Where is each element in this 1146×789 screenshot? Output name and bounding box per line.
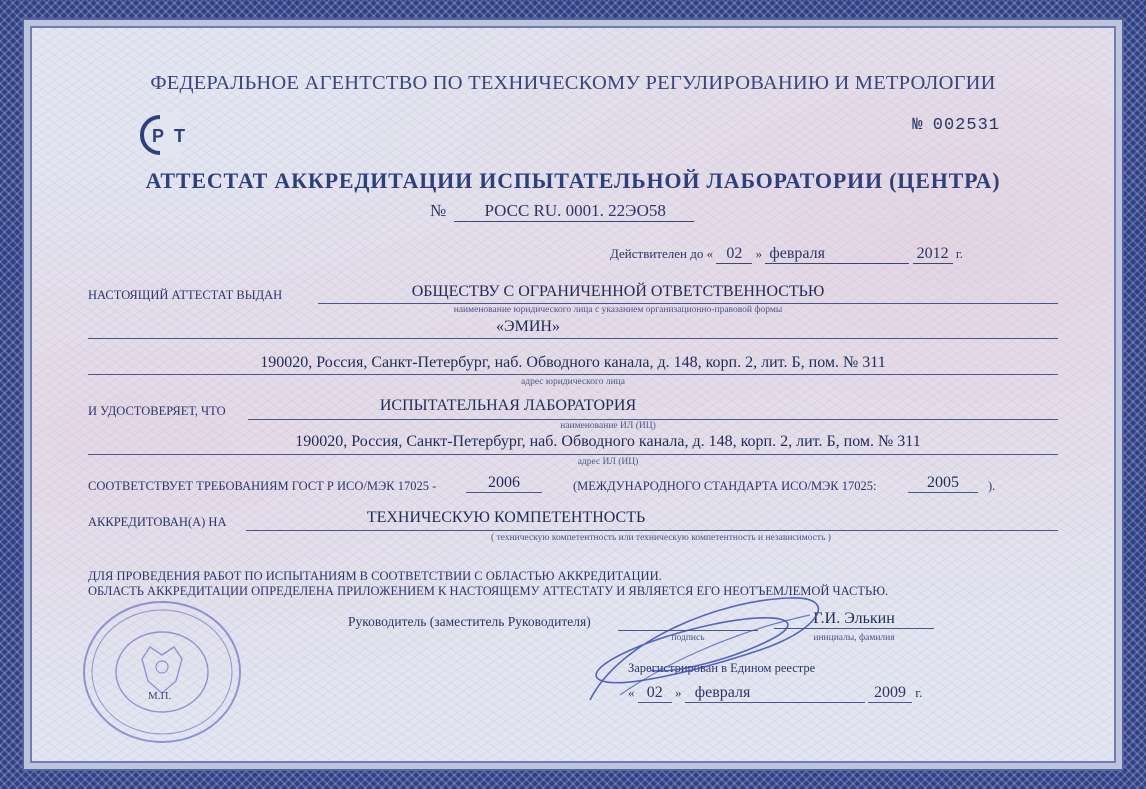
lab-address-caption: адрес ИЛ (ИЦ) — [577, 457, 639, 467]
registration-number — [430, 201, 694, 222]
org-name-line — [88, 338, 1058, 339]
serial-number — [912, 116, 1000, 135]
valid-day: 02 — [716, 245, 752, 264]
lab-name: ИСПЫТАТЕЛЬНАЯ ЛАБОРАТОРИЯ — [379, 397, 637, 414]
scope-line-2: ОБЛАСТЬ АККРЕДИТАЦИИ ОПРЕДЕЛЕНА ПРИЛОЖЕНИЕМ К НАСТОЯЩЕМУ АТТЕСТАТУ И ЯВЛЯЕТСЯ ЕГО НЕОТЪЕМЛЕМОЙ ЧАСТЬЮ. — [88, 584, 889, 598]
lab-address-line — [88, 454, 1058, 455]
accredited-line — [246, 530, 1058, 531]
certifies-label: И УДОСТОВЕРЯЕТ, ЧТО — [88, 404, 226, 418]
certificate-title: АТТЕСТАТ АККРЕДИТАЦИИ ИСПЫТАТЕЛЬНОЙ ЛАБОРАТОРИИ (ЦЕНТРА) — [145, 168, 1001, 193]
serial-value: 002531 — [932, 116, 1000, 135]
valid-year: 2012 — [913, 245, 953, 264]
valid-until — [610, 245, 963, 264]
conforms-year-2: 2005 — [908, 474, 978, 493]
serial-prefix: № — [912, 116, 923, 135]
signatory-label: Руководитель (заместитель Руководителя) — [348, 614, 591, 629]
conforms-close: ). — [988, 479, 996, 493]
scope-line-1: ДЛЯ ПРОВЕДЕНИЯ РАБОТ ПО ИСПЫТАНИЯМ В СООТВЕТСТВИИ С ОБЛАСТЬЮ АККРЕДИТАЦИИ. — [88, 569, 662, 583]
official-seal-icon — [80, 597, 244, 747]
valid-label: Действителен до « — [610, 246, 714, 261]
issued-line — [318, 303, 1058, 304]
accredited-value: ТЕХНИЧЕСКУЮ КОМПЕТЕНТНОСТЬ — [366, 509, 646, 526]
registered-year: 2009 — [868, 684, 912, 703]
lab-address: 190020, Россия, Санкт-Петербург, наб. Обводного канала, д. 148, корп. 2, лит. Б, пом. № 311 — [295, 433, 921, 450]
conforms-label: СООТВЕТСТВУЕТ ТРЕБОВАНИЯМ ГОСТ Р ИСО/МЭК 17025 - — [88, 479, 437, 493]
svg-text:Т: Т — [174, 126, 185, 146]
issued-address-caption: адрес юридического лица — [521, 377, 625, 387]
valid-suffix: г. — [955, 246, 963, 261]
signatory-name: Г.И. Элькин — [774, 610, 934, 629]
svg-text:Р: Р — [152, 126, 165, 146]
accredited-label: АККРЕДИТОВАН(А) НА — [88, 515, 227, 529]
valid-mid: » — [755, 246, 763, 261]
registered-label: Зарегистрирован в Едином реестре — [628, 661, 816, 675]
issued-address-line — [88, 374, 1058, 375]
reg-prefix: № — [430, 201, 447, 220]
issued-address: 190020, Россия, Санкт-Петербург, наб. Обводного канала, д. 148, корп. 2, лит. Б, пом. № 311 — [260, 354, 886, 371]
signature-caption: подпись — [671, 633, 705, 643]
issued-org: ОБЩЕСТВУ С ОГРАНИЧЕННОЙ ОТВЕТСТВЕННОСТЬЮ — [411, 283, 825, 300]
conforms-year-1: 2006 — [466, 474, 542, 493]
intl-standard-label: (МЕЖДУНАРОДНОГО СТАНДАРТА ИСО/МЭК 17025: — [573, 479, 877, 493]
accredited-caption: ( техническую компетентность или техническую компетентность и независимость ) — [491, 533, 831, 543]
signatory-name-caption: инициалы, фамилия — [813, 633, 895, 643]
agency-header: ФЕДЕРАЛЬНОЕ АГЕНТСТВО ПО ТЕХНИЧЕСКОМУ РЕГУЛИРОВАНИЮ И МЕТРОЛОГИИ — [150, 72, 996, 94]
org-name: «ЭМИН» — [496, 318, 560, 335]
rst-logo-icon — [138, 112, 198, 158]
lab-caption: наименование ИЛ (ИЦ) — [560, 421, 656, 431]
certifies-line — [248, 419, 1058, 420]
stamp-place: М.П. — [148, 690, 172, 702]
valid-month: февраля — [765, 245, 909, 264]
registered-day: 02 — [638, 684, 672, 703]
signature-scribble-icon — [560, 580, 860, 720]
issued-label: НАСТОЯЩИЙ АТТЕСТАТ ВЫДАН — [88, 288, 283, 302]
registered-mid: » — [675, 685, 682, 700]
registered-open: « — [628, 685, 635, 700]
issued-org-caption: наименование юридического лица с указанием организационно-правовой формы — [453, 305, 783, 315]
registered-suffix: г. — [915, 685, 923, 700]
reg-value: РОСС RU. 0001. 22ЭО58 — [454, 201, 693, 222]
registered-month: февраля — [685, 684, 865, 703]
